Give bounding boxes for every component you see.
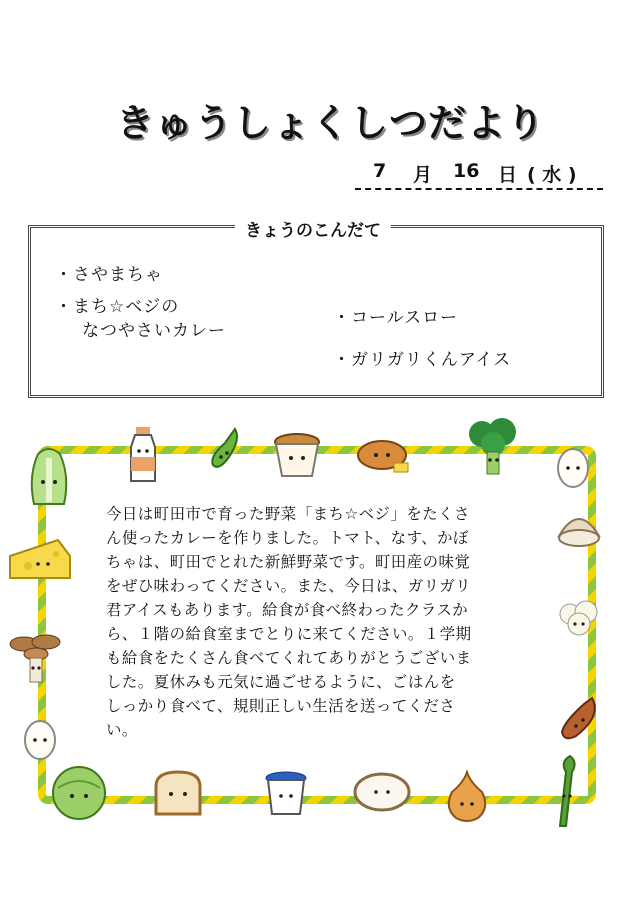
mushroom-icon [6,630,66,686]
cauliflower-icon [556,598,602,642]
date-month: 7 [373,160,387,182]
egg-icon [553,446,593,490]
menu-item: ・コールスロー [333,308,459,328]
menu-heading: きょうのこんだて [235,216,391,241]
asparagus-icon [548,752,588,832]
egg-icon [20,716,60,762]
message-line: 今日は町田市で育った野菜「まち☆ベジ」をたくさ [106,505,470,523]
toast-icon [150,770,206,818]
natto-icon [272,428,322,480]
menu-item: ・まち☆ベジの [55,297,180,317]
onion-icon [444,770,490,824]
date-line [355,160,603,190]
message-line: ん使ったカレーを作りました。トマト、なす、かぼ [106,529,469,547]
message-line: も給食をたくさん食べてくれてありがとうございま [106,649,472,667]
okra-icon [205,425,245,475]
page-title: きゅうしょくしつだより [116,101,546,145]
chinese-cabbage-icon [26,446,72,506]
message-line: ちゃは、町田でとれた新鮮野菜です。町田産の味覚 [106,553,471,571]
message-line: しっかり食べて、規則正しい生活を送ってくださ [106,697,456,715]
date-day-unit: 日 [498,164,518,186]
sausage-icon [556,692,602,744]
menu-item: なつやさいカレー [82,321,226,341]
clam-icon [555,508,603,550]
broccoli-icon [466,416,520,478]
message-line: した。夏休みも元気に過ごせるように、ごはんを [106,673,456,691]
menu-item: ・ガリガリくんアイス [333,350,512,370]
message-line: ら、１階の給食室までとりに来てください。１学期 [106,625,472,643]
message-body [106,502,536,742]
milk-bottle-icon [127,425,159,485]
date-weekday: ( 水 ) [527,164,577,186]
message-line: をぜひ味わってください。また、今日は、ガリガリ [106,577,472,595]
yogurt-icon [262,770,310,818]
message-line: い。 [106,721,138,739]
cabbage-icon [48,764,110,822]
menu-item: ・さやまちゃ [55,265,163,285]
date-month-unit: 月 [413,164,433,186]
rice-bowl-icon [352,770,412,814]
bread-roll-icon [356,435,412,477]
date-day: 16 [453,160,480,182]
message-line: 君アイスもあります。給食が食べ終わったクラスか [106,601,469,619]
cheese-icon [8,536,72,582]
